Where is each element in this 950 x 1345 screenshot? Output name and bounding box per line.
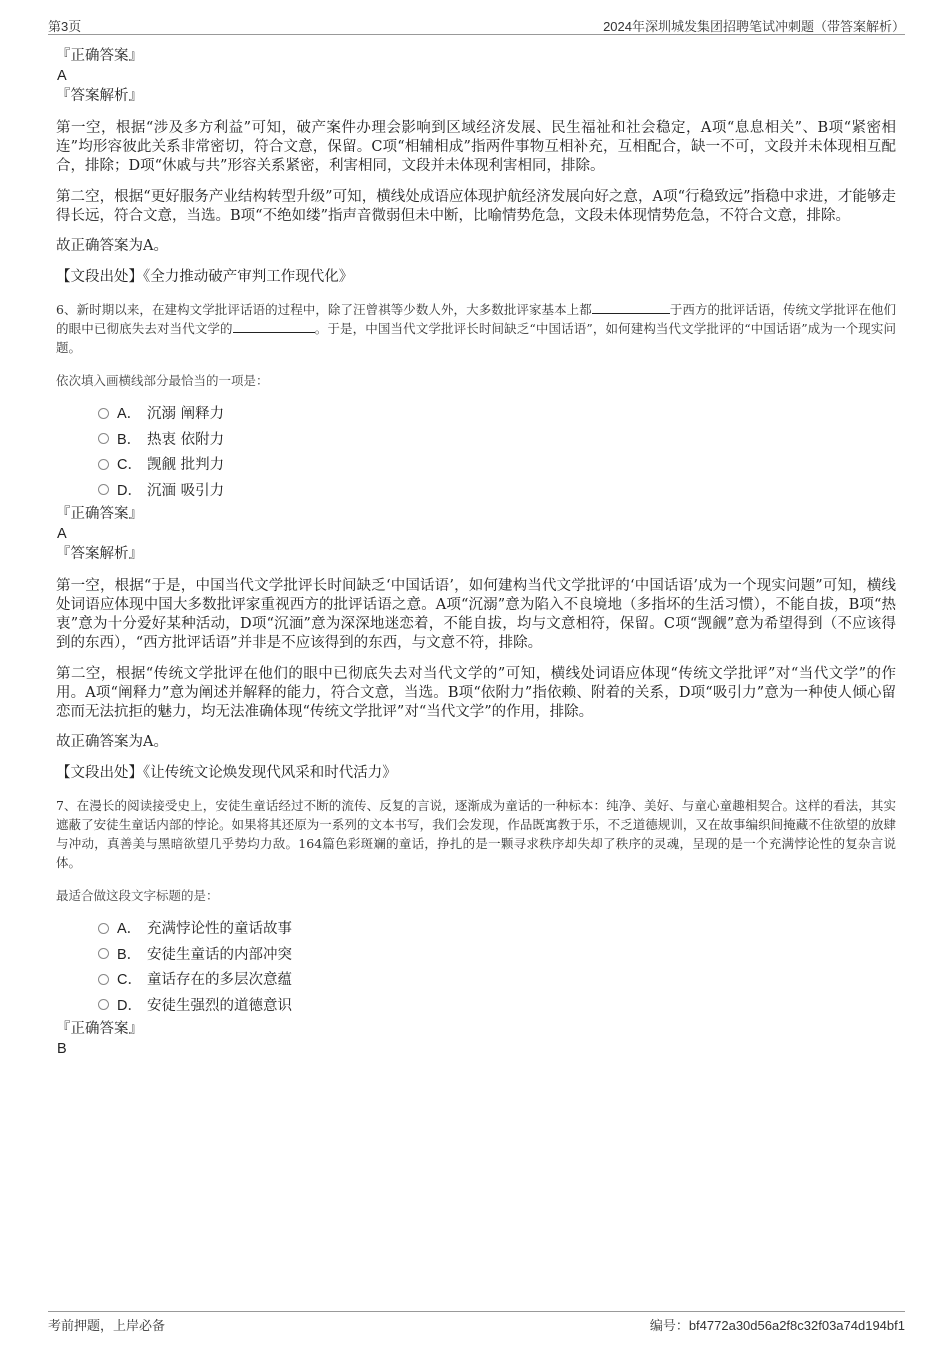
option-b[interactable]: B． 热衷 依附力 bbox=[98, 428, 896, 454]
page-header bbox=[48, 14, 905, 35]
option-d[interactable]: D． 安徒生强烈的道德意识 bbox=[98, 994, 896, 1020]
fill-blank bbox=[592, 301, 670, 314]
radio-icon[interactable] bbox=[98, 948, 109, 959]
question-prompt: 依次填入画横线部分最恰当的一项是： bbox=[56, 373, 269, 388]
option-a[interactable]: A． 沉溺 阐释力 bbox=[98, 402, 896, 428]
footer-note: 考前押题，上岸必备 bbox=[48, 1318, 166, 1333]
option-list bbox=[98, 917, 896, 1019]
analysis-paragraph: 第一空，根据“涉及多方利益”可知，破产案件办理会影响到区域经济发展、民生福祉和社会稳定，A项“息息相关”、B项“紧密相连”均形容彼此关系非常密切，符合文意，保留。C项“相辅相成”指两件事物互相补充，互相配合，缺一不可，文段并未体现相互配合，排除；D项“休戚与共”形容关系紧密，利害相同，文段并未体现利害相同，排除。 bbox=[56, 120, 896, 174]
analysis-paragraph: 第二空，根据“传统文学批评在他们的眼中已彻底失去对当代文学的”可知，横线处词语应体现“传统文学批评”对“当代文学”的作用。A项“阐释力”意为阐述并解释的能力，符合文意，当选。B项“依附力”指依赖、附着的关系，D项“吸引力”意为一种使人倾心留恋而无法抗拒的魅力，均无法准确体现“传统文学批评”对“当代文学”的作用，排除。 bbox=[56, 666, 896, 720]
answer-label: 『正确答案』 bbox=[56, 48, 143, 64]
page-footer bbox=[48, 1311, 905, 1336]
question-stem: 7、在漫长的阅读接受史上，安徒生童话经过不断的流传、反复的言说，逐渐成为童话的一种标本：纯净、美好、与童心童趣相契合。这样的看法，其实遮蔽了安徒生童话内部的悖论。如果将其还原为一系列的文本书写，我们会发现，作品既寓教于乐，不乏道德规训，又在故事编织间掩藏不住欲望的放肆与冲动，真善美与黑暗欲望几乎势均力敌。164篇色彩斑斓的童话，挣扎的是一颗寻求秩序却失却了秩序的灵魂，呈现的是一个充满悖论性的复杂言说体。 bbox=[56, 798, 896, 870]
option-a[interactable]: A． 充满悖论性的童话故事 bbox=[98, 917, 896, 943]
analysis-conclusion: 故正确答案为A。 bbox=[56, 734, 168, 750]
radio-icon[interactable] bbox=[98, 459, 109, 470]
analysis-label: 『答案解析』 bbox=[56, 88, 143, 104]
option-list bbox=[98, 402, 896, 504]
analysis-paragraph: 第一空，根据“于是，中国当代文学批评长时间缺乏‘中国话语’，如何建构当代文学批评的‘中国话语’成为一个现实问题”可知，横线处词语应体现中国大多数批评家重视西方的批评话语之意。A项“沉溺”意为陷入不良境地（多指坏的生活习惯），不能自拔，B项“热衷”意为十分爱好某种活动，D项“沉湎”意为深深地迷恋着，不能自拔，均与文意相符，保留。C项“觊觎”意为希望得到（不应该得到的东西），“西方批评话语”并非是不应该得到的东西，与文意不符，排除。 bbox=[56, 578, 896, 651]
option-c[interactable]: C． 童话存在的多层次意蕴 bbox=[98, 968, 896, 994]
document-title: 2024年深圳城发集团招聘笔试冲刺题（带答案解析） bbox=[603, 19, 905, 34]
document-body bbox=[56, 46, 896, 1059]
radio-icon[interactable] bbox=[98, 974, 109, 985]
analysis-label: 『答案解析』 bbox=[56, 546, 143, 562]
answer-value: A bbox=[57, 526, 67, 542]
source-citation: 【文段出处】《让传统文论焕发现代风采和时代活力》 bbox=[56, 765, 397, 781]
radio-icon[interactable] bbox=[98, 999, 109, 1010]
answer-value: B bbox=[57, 1041, 67, 1057]
source-citation: 【文段出处】《全力推动破产审判工作现代化》 bbox=[56, 269, 354, 285]
radio-icon[interactable] bbox=[98, 484, 109, 495]
fill-blank bbox=[233, 320, 315, 333]
answer-label: 『正确答案』 bbox=[56, 1021, 143, 1037]
option-b[interactable]: B． 安徒生童话的内部冲突 bbox=[98, 943, 896, 969]
option-c[interactable]: C． 觊觎 批判力 bbox=[98, 453, 896, 479]
radio-icon[interactable] bbox=[98, 923, 109, 934]
answer-label: 『正确答案』 bbox=[56, 506, 143, 522]
analysis-conclusion: 故正确答案为A。 bbox=[56, 238, 168, 254]
question-prompt: 最适合做这段文字标题的是： bbox=[56, 888, 219, 903]
option-d[interactable]: D． 沉湎 吸引力 bbox=[98, 479, 896, 505]
radio-icon[interactable] bbox=[98, 433, 109, 444]
radio-icon[interactable] bbox=[98, 408, 109, 419]
page-number: 第3页 bbox=[48, 19, 82, 34]
document-code: 编号：bf4772a30d56a2f8c32f03a74d194bf1 bbox=[649, 1318, 905, 1333]
question-stem: 6、新时期以来，在建构文学批评话语的过程中，除了汪曾祺等少数人外，大多数批评家基本上都 于西方的批评话语，传统文学批评在他们的眼中已彻底失去对当代文学的 。于是，中国当代文学批评长时间缺乏“中国话语”，如何建构当代文学批评的“中国话语”成为一个现实问题。 bbox=[56, 302, 896, 355]
analysis-paragraph: 第二空，根据“更好服务产业结构转型升级”可知，横线处成语应体现护航经济发展向好之意，A项“行稳致远”指稳中求进，才能够走得长远，符合文意，当选。B项“不绝如缕”指声音微弱但未中断，比喻情势危急，文段未体现情势危急，不符合文意，排除。 bbox=[56, 189, 896, 224]
answer-value: A bbox=[57, 68, 67, 84]
